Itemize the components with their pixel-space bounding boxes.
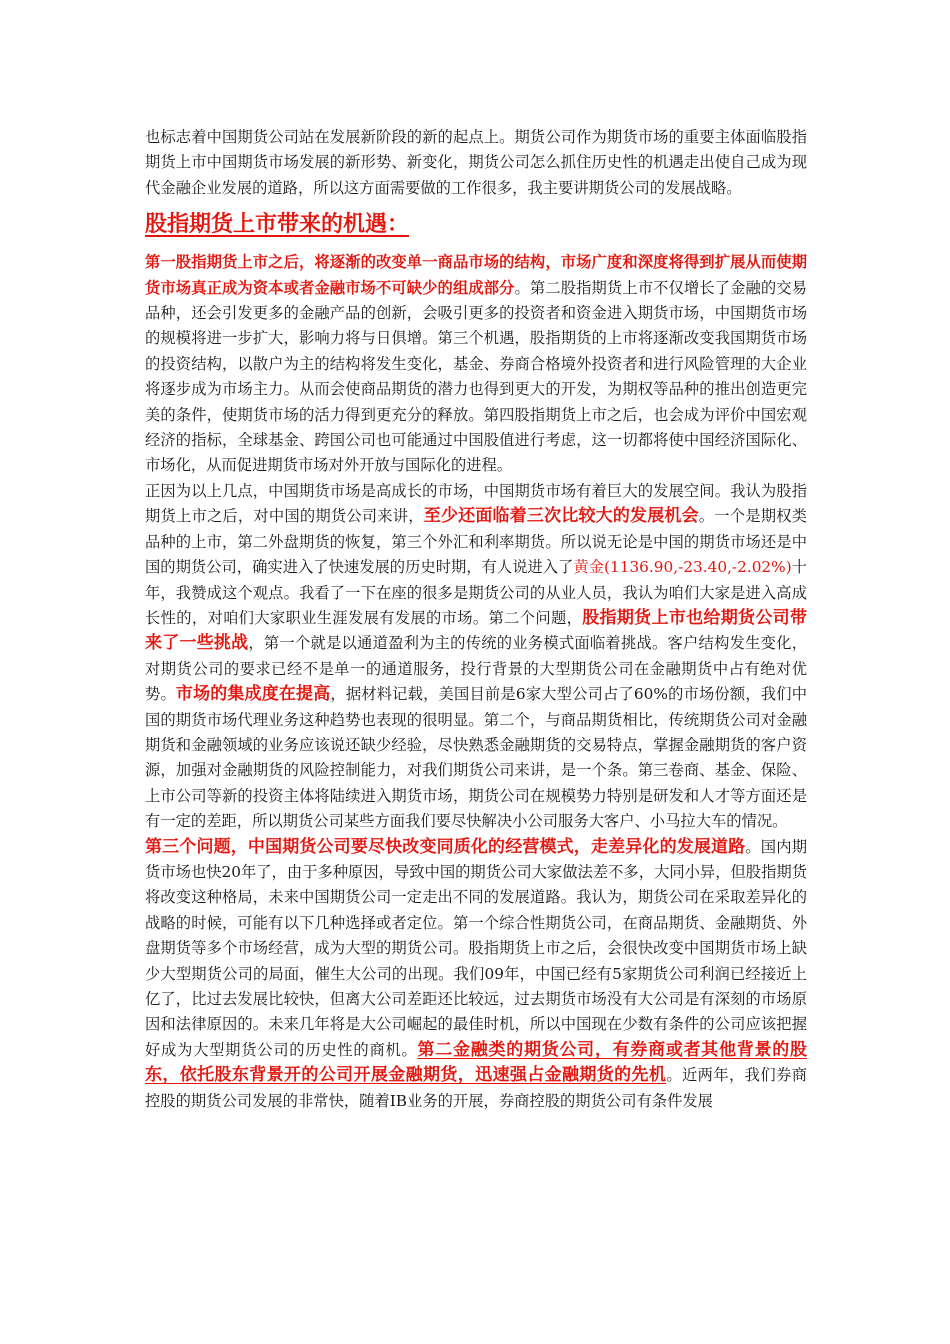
gold-quote-values: (1136.90,-23.40,-2.02%): [604, 558, 792, 577]
emphasis-three-opportunities: 至少还面临着三次比较大的发展机会: [423, 506, 699, 527]
intro-paragraph: 也标志着中国期货公司站在发展新阶段的新的起点上。期货公司作为期货市场的重要主体面临股指期货上市中国期货市场发展的新形势、新变化，期货公司怎么抓住历史性的机遇走出使自己成为现代金融企业发展的道路，所以这方面需要做的工作很多，我主要讲期货公司的发展战略。: [145, 128, 807, 197]
differentiation-paragraph: [145, 835, 807, 1114]
growth-text-1: 正因为以上几点，中国期货市场是高成长的市场，中国期货市场有着巨大的发展空间。我认为股指期货上市之后，对中国的期货公司来讲，: [145, 481, 807, 526]
opportunities-text: 。第二股指期货上市不仅增长了金融的交易品种，还会引发更多的金融产品的创新，会吸引更多的投资者和资金进入期货市场，中国期货市场的规模将进一步扩大，影响力将与日俱增。第三个机遇，股指期货的上市将逐渐改变我国期货市场的投资结构，以散户为主的结构将发生变化，基金、券商合格境外投资者和进行风险管理的大企业将逐步成为市场主力。从而会使商品期货的潜力也得到更大的开发，为期权等品种的推出创造更完美的条件，使期货市场的活力得到更充分的释放。第四股指期货上市之后，也会成为评价中国宏观经济的指标，全球基金、跨国公司也可能通过中国股值进行考虑，这一切都将使中国经济国际化、市场化，从而促进期货市场对外开放与国际化的进程。: [145, 278, 807, 475]
emphasis-concentration: 市场的集成度在提高: [175, 684, 331, 705]
document-page: [145, 125, 807, 1114]
growth-text-4: ，第一个就是以通道盈利为主的传统的业务模式面临着挑战。客户结构发生变化，对期货公司的要求已经不是单一的通道服务，投行背景的大型期货公司在金融期货中占有绝对优势。: [145, 634, 808, 704]
emphasis-first-opportunity: 第一股指期货上市之后，将逐渐的改变单一商品市场的结构，市场广度和深度将得到扩展从而使期货市场真正成为资本或者金融市场不可缺少的组成部分: [145, 253, 807, 297]
emphasis-third-problem: 第三个问题，中国期货公司要尽快改变同质化的经营模式，走差异化的发展道路: [145, 836, 746, 857]
growth-paragraph: [145, 479, 807, 835]
differentiation-text-2: 。近两年，我们券商控股的期货公司发展的非常快，随着IB业务的开展，券商控股的期货公司有条件发展: [145, 1066, 807, 1110]
differentiation-text-1: 。国内期货市场也快20年了，由于多种原因，导致中国的期货公司大家做法差不多，大同小异，但股指期货将改变这种格局，未来中国期货公司一定走出不同的发展道路。我认为，期货公司在采取差异化的战略的时候，可能有以下几种选择或者定位。第一个综合性期货公司，在商品期货、金融期货、外盘期货等多个市场经营，成为大型的期货公司。股指期货上市之后，会很快改变中国期货市场上缺少大型期货公司的局面，催生大公司的出现。我们09年，中国已经有5家期货公司利润已经接近上亿了，比过去发展比较快，但离大公司差距还比较远，过去期货市场没有大公司是有深刻的市场原因和法律原因的。未来几年将是大公司崛起的最佳时机，所以中国现在少数有条件的公司应该把握好成为大型期货公司的历史性的商机。: [145, 837, 807, 1059]
section-heading: 股指期货上市带来的机遇：: [145, 212, 410, 238]
emphasis-financial-futures-company: 第二金融类的期货公司，有券商或者其他背景的股东，依托股东背景开的公司开展金融期货，迅速强占金融期货的先机: [145, 1039, 807, 1086]
growth-text-5: ，据材料记载，美国目前是6家大型公司占了60%的市场份额，我们中国的期货市场代理业务这种趋势也表现的很明显。第二个，与商品期货相比，传统期货公司对金融期货和金融领域的业务应该说还缺少经验，尽快熟悉金融期货的交易特点，掌握金融期货的客户资源，加强对金融期货的风险控制能力，对我们期货公司来讲，是一个条。第三卷商、基金、保险、上市公司等新的投资主体将陆续进入期货市场，期货公司在规模势力特别是研发和人才等方面还是有一定的差距，所以期货公司某些方面我们要尽快解决小公司服务大客户、小马拉大车的情况。: [145, 685, 808, 831]
emphasis-challenges: 股指期货上市也给期货公司带来了一些挑战: [145, 607, 807, 654]
growth-text-2: 。一个是期权类品种的上市，第二外盘期货的恢复，第三个外汇和利率期货。所以说无论是中国的期货市场还是中国的期货公司，确实进入了快速发展的历史时期，有人说进入了: [145, 507, 807, 577]
opportunities-paragraph: [145, 250, 807, 479]
growth-text-3: 十年，我赞成这个观点。我看了一下在座的很多是期货公司的从业人员，我认为咱们大家是进入高成长性的，对咱们大家职业生涯发展有发展的市场。第二个问题，: [145, 558, 807, 627]
gold-quote-link[interactable]: 黄金: [573, 558, 605, 577]
